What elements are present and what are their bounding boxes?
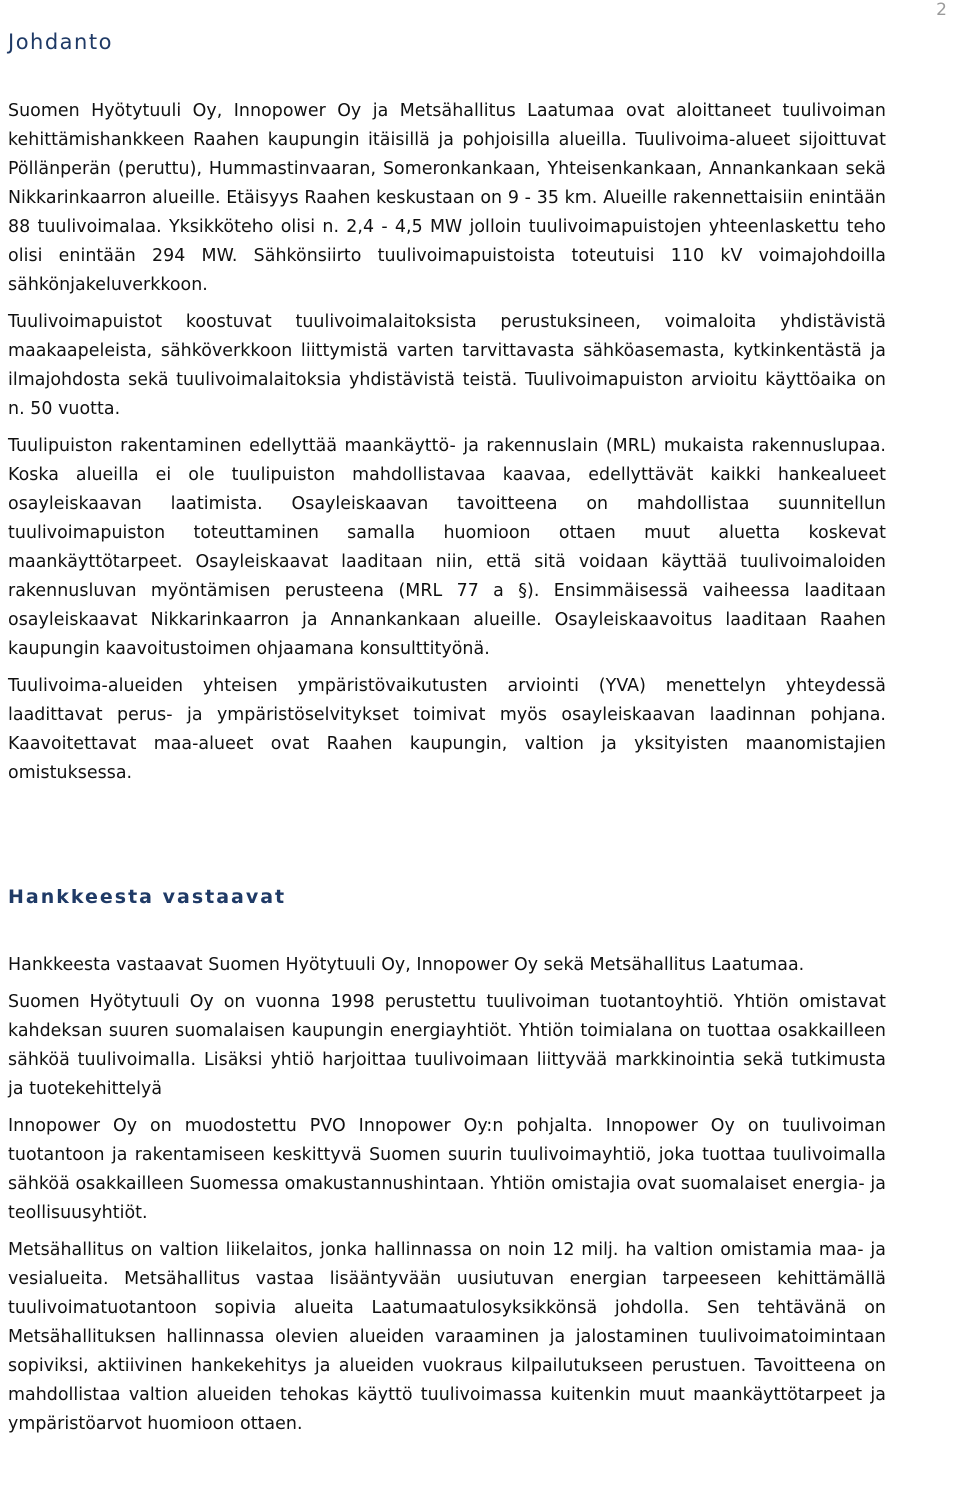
paragraph: Tuulivoima-alueiden yhteisen ympäristövaikutusten arviointi (YVA) menettelyn yhteydessä laadittavat perus- ja ympäristöselvitykset toimivat myös osayleiskaavan laadinnan pohjana. Kaavoitettavat maa-alueet ovat Raahen kaupungin, valtion ja yksityisten maanomistajien omistuksessa. (8, 676, 886, 783)
paragraph: Suomen Hyötytuuli Oy on vuonna 1998 perustettu tuulivoiman tuotantoyhtiö. Yhtiön omistavat kahdeksan suuren suomalaisen kaupungin energiayhtiöt. Yhtiön toimialana on tuottaa osakkailleen sähköä tuulivoimalla. Lisäksi yhtiö harjoittaa tuulivoimaan liittyvää markkinointia sekä tutkimusta ja tuotekehittelyä (8, 992, 886, 1099)
section-johdanto (8, 97, 886, 796)
page-number: 2 (936, 0, 947, 20)
section-hankkeesta-vastaavat (8, 951, 886, 1447)
paragraph: Innopower Oy on muodostettu PVO Innopower Oy:n pohjalta. Innopower Oy on tuulivoiman tuotantoon ja rakentamiseen keskittyvä Suomen suurin tuulivoimayhtiö, joka tuottaa tuulivoimalla sähköä osakkailleen Suomessa omakustannushintaan. Yhtiön omistajia ovat suomalaiset energia- ja teollisuusyhtiöt. (8, 1116, 886, 1223)
paragraph: Suomen Hyötytuuli Oy, Innopower Oy ja Metsähallitus Laatumaa ovat aloittaneet tuulivoiman kehittämishankkeen Raahen kaupungin itäisillä ja pohjoisilla alueilla. Tuulivoima-alueet sijoittuvat Pöllänperän (peruttu), Hummastinvaaran, Someronkankaan, Yhteisenkankaan, Annankankaan sekä Nikkarinkaarron alueille. Etäisyys Raahen keskustaan on 9 - 35 km. Alueille rakennettaisiin enintään 88 tuulivoimalaa. Yksikköteho olisi n. 2,4 - 4,5 MW jolloin tuulivoimapuistojen yhteenlaskettu teho olisi enintään 294 MW. Sähkönsiirto tuulivoimapuistoista toteutuisi 110 kV voimajohdoilla sähkönjakeluverkkoon. (8, 101, 886, 295)
paragraph: Tuulipuiston rakentaminen edellyttää maankäyttö- ja rakennuslain (MRL) mukaista rakennuslupaa. Koska alueilla ei ole tuulipuiston mahdollistavaa kaavaa, edellyttävät kaikki hankealueet osayleiskaavan laatimista. Osayleiskaavan tavoitteena on mahdollistaa suunnitellun tuulivoimapuiston toteuttaminen samalla huomioon ottaen muut aluetta koskevat maankäyttötarpeet. Osayleiskaavat laaditaan niin, että sitä voidaan käyttää tuulivoimaloiden rakennusluvan myöntämisen perusteena (MRL 77 a §). Ensimmäisessä vaiheessa laaditaan osayleiskaavat Nikkarinkaarron ja Annankankaan alueille. Osayleiskaavoitus laaditaan Raahen kaupungin kaavoitustoimen ohjaamana konsulttityönä. (8, 436, 886, 659)
paragraph: Hankkeesta vastaavat Suomen Hyötytuuli Oy, Innopower Oy sekä Metsähallitus Laatumaa. (8, 955, 805, 975)
paragraph: Metsähallitus on valtion liikelaitos, jonka hallinnassa on noin 12 milj. ha valtion omistamia maa- ja vesialueita. Metsähallitus vastaa lisääntyvään uusiutuvan energian tarpeeseen kehittämällä tuulivoimatuotantoon sopivia alueita Laatumaatulosyksikkönsä johdolla. Sen tehtävänä on Metsähallituksen hallinnassa olevien alueiden varaaminen ja jalostaminen tuulivoimatoimintaan sopiviksi, aktiivinen hankekehitys ja alueiden vuokraus kilpailutukseen perustuen. Tavoitteena on mahdollistaa valtion alueiden tehokas käyttö tuulivoimassa kuitenkin muut maankäyttötarpeet ja ympäristöarvot huomioon ottaen. (8, 1240, 886, 1434)
paragraph: Tuulivoimapuistot koostuvat tuulivoimalaitoksista perustuksineen, voimaloita yhdistävistä maakaapeleista, sähköverkkoon liittymistä varten tarvittavasta sähköasemasta, kytkinkentästä ja ilmajohdosta sekä tuulivoimalaitoksia yhdistävistä teistä. Tuulivoimapuiston arvioitu käyttöaika on n. 50 vuotta. (8, 312, 886, 419)
section-title-johdanto: Johdanto (8, 30, 113, 54)
section-title-hankkeesta-vastaavat: Hankkeesta vastaavat (8, 886, 287, 908)
